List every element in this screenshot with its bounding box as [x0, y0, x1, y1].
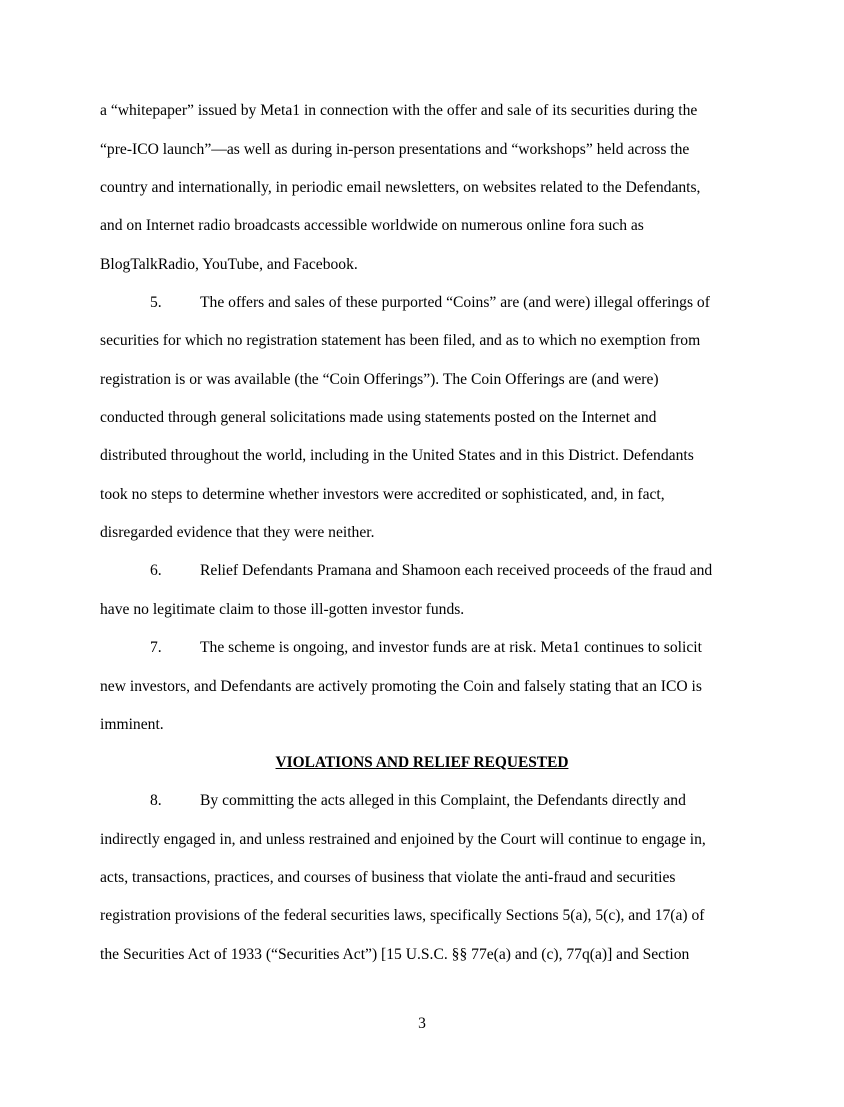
page-number: 3: [418, 1015, 426, 1032]
paragraph-number-5: 5.: [150, 294, 162, 311]
body-line: country and internationally, in periodic email newsletters, on websites related to the Defendants,: [100, 179, 701, 196]
paragraph-7-first-line: The scheme is ongoing, and investor funds are at risk. Meta1 continues to solicit: [200, 639, 702, 656]
paragraph-number-6: 6.: [150, 562, 162, 579]
paragraph-number-7: 7.: [150, 639, 162, 656]
paragraph-6-first-line: Relief Defendants Pramana and Shamoon each received proceeds of the fraud and: [200, 562, 713, 579]
body-line: took no steps to determine whether investors were accredited or sophisticated, and, in fact,: [100, 486, 665, 503]
paragraph-5-first-line: The offers and sales of these purported “Coins” are (and were) illegal offerings of: [200, 294, 710, 311]
body-line: conducted through general solicitations made using statements posted on the Internet and: [100, 409, 657, 426]
body-line: a “whitepaper” issued by Meta1 in connection with the offer and sale of its securities during the: [100, 102, 698, 119]
body-line: indirectly engaged in, and unless restrained and enjoined by the Court will continue to engage in,: [100, 831, 706, 848]
body-line: “pre-ICO launch”—as well as during in-person presentations and “workshops” held across the: [100, 141, 690, 158]
body-line: distributed throughout the world, including in the United States and in this District. Defendants: [100, 447, 694, 464]
body-line: registration is or was available (the “Coin Offerings”). The Coin Offerings are (and were): [100, 371, 659, 388]
body-line: the Securities Act of 1933 (“Securities Act”) [15 U.S.C. §§ 77e(a) and (c), 77q(a)] and Section: [100, 946, 690, 963]
section-heading: VIOLATIONS AND RELIEF REQUESTED: [275, 754, 569, 771]
paragraph-number-8: 8.: [150, 792, 162, 809]
body-line: BlogTalkRadio, YouTube, and Facebook.: [100, 256, 358, 273]
body-line: acts, transactions, practices, and courses of business that violate the anti-fraud and securities: [100, 869, 676, 886]
body-line: securities for which no registration statement has been filed, and as to which no exemption from: [100, 332, 701, 349]
body-line: registration provisions of the federal securities laws, specifically Sections 5(a), 5(c), and 17(a) of: [100, 907, 705, 924]
body-line: imminent.: [100, 716, 164, 733]
body-line: have no legitimate claim to those ill-gotten investor funds.: [100, 601, 465, 618]
body-line: new investors, and Defendants are actively promoting the Coin and falsely stating that an ICO is: [100, 678, 702, 695]
body-line: disregarded evidence that they were neither.: [100, 524, 375, 541]
body-line: and on Internet radio broadcasts accessible worldwide on numerous online fora such as: [100, 217, 644, 234]
paragraph-8-first-line: By committing the acts alleged in this Complaint, the Defendants directly and: [200, 792, 686, 809]
